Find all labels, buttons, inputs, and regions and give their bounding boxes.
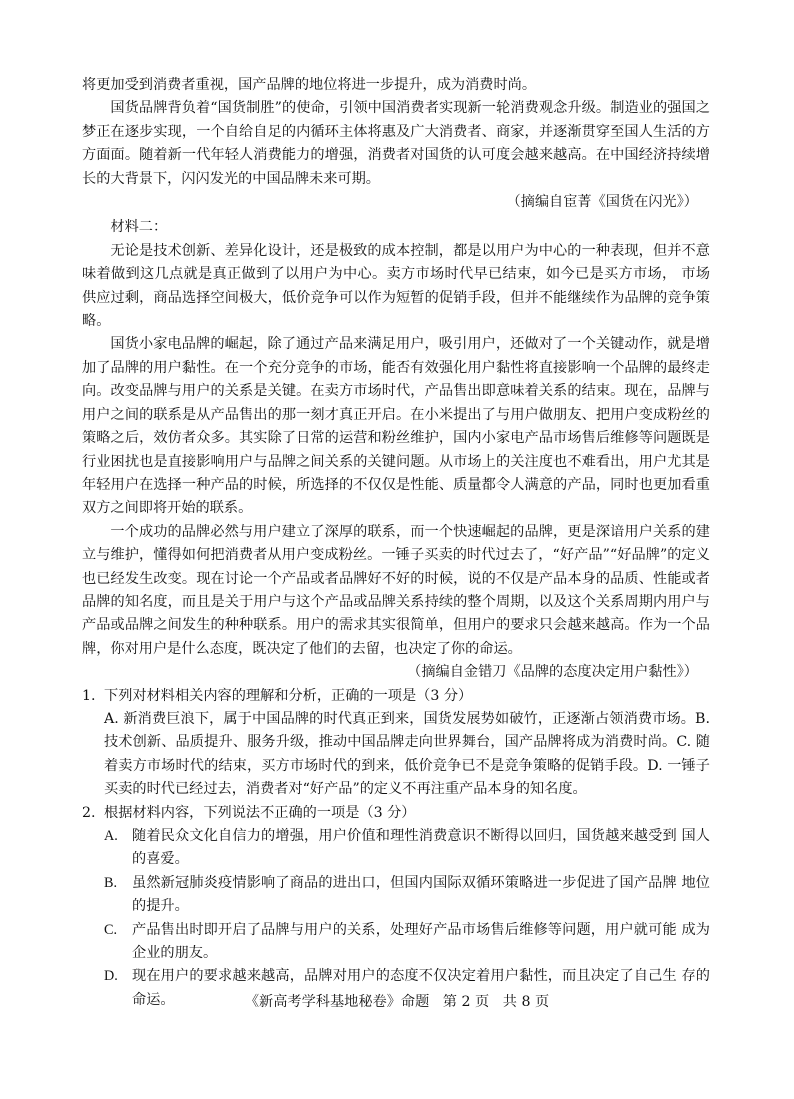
material1-paragraph-continued: 将更加受到消费者重视，国产品牌的地位将进一步提升，成为消费时尚。 xyxy=(82,77,537,93)
option-letter: A. xyxy=(104,828,118,844)
page-footer: 《新高考学科基地秘卷》命题 第 2 页 共 8 页 xyxy=(244,994,550,1010)
option-letter: D. xyxy=(104,968,118,985)
question-1-options: A. 新消费巨浪下，属于中国品牌的时代真正到来，国货发展势如破竹，正逐渐占领消费市场。B. 技术创新、品质提升、服务升级，推动中国品牌走向世界舞台，国产品牌将成为消费时尚。C. 随着卖方市场时代的结束，买方市场时代的到来，低价竞争已不是竞争策略的促销手段。D. 一锤子买卖的时代已经过去，消费者对“好产品”的定义不再注重产品本身的知名度。 xyxy=(104,710,710,798)
option-text: 产品售出时即开启了品牌与用户的关系，处理好产品市场售后维修等问题，用户就可能 成为企业的朋友。 xyxy=(132,921,710,962)
option-text: 虽然新冠肺炎疫情影响了商品的进出口，但国内国际双循环策略进一步促进了国产品牌 地位的提升。 xyxy=(132,874,710,915)
question-2-option-c xyxy=(82,919,710,966)
option-text: 现在用户的要求越来越高，品牌对用户的态度不仅决定着用户黏性，而且决定了自己生 存的命运。 xyxy=(132,968,710,1008)
question-1 xyxy=(82,685,710,708)
option-letter: C. xyxy=(104,921,118,938)
material1-paragraph-2: 国货品牌背负着“国货制胜”的使命，引领中国消费者实现新一轮消费观念升级。制造业的强国之梦正在逐步实现，一个自给自足的内循环主体将惠及广大消费者、商家，并逐渐贯穿至国人生活的方方面面。随着新一代年轻人消费能力的增强，消费者对国货的认可度会越来越高。在中国经济持续增长的大背景下，闪闪发光的中国品牌未来可期。 xyxy=(82,100,710,187)
material2-label: 材料二： xyxy=(110,219,168,236)
material2-paragraph-1: 无论是技术创新、差异化设计，还是极致的成本控制，都是以用户为中心的一种表现，但并不意味着做到这几点就是真正做到了以用户为中心。卖方市场时代早已结束，如今已是买方市场， 市场供应过剩，商品选择空间极大，低价竞争可以作为短暂的促销手段，但并不能继续作为品牌的竞争策略。 xyxy=(82,242,710,330)
material2-paragraph-3: 一个成功的品牌必然与用户建立了深厚的联系，而一个快速崛起的品牌，更是深谙用户关系的建立与维护，懂得如何把消费者从用户变成粉丝。一锤子买卖的时代过去了，“好产品”“好品牌”的定义也已经发生改变。现在讨论一个产品或者品牌好不好的时候，说的不仅是产品本身的品质、性能或者品牌的知名度，而且是关于用户与这个产品或品牌关系持续的整个周期，以及这个关系周期内用户与产品或品牌之间发生的种种联系。用户的需求其实很简单，但用户的要求只会越来越高。作为一个品牌，你对用户是什么态度，既决定了他们的去留，也决定了你的命运。 xyxy=(82,523,710,657)
question-number: 1. xyxy=(82,687,96,704)
question-number: 2. xyxy=(82,804,96,821)
material2-paragraph-2: 国货小家电品牌的崛起，除了通过产品来满足用户，吸引用户，还做对了一个关键动作，就是增加了品牌的用户黏性。在一个充分竞争的市场，能否有效强化用户黏性将直接影响一个品牌的最终走向。改变品牌与用户的关系是关键。在卖方市场时代，产品售出即意味着关系的结束。现在，品牌与用户之间的联系是从产品售出的那一刻才真正开启。在小米提出了与用户做朋友、把用户变成粉丝的策略之后，效仿者众多。其实除了日常的运营和粉丝维护，国内小家电产品市场售后维修等问题既是行业困扰也是直接影响用户与品牌之间关系的关键问题。从市场上的关注度也不难看出，用户尤其是年轻用户在选择一种产品的时候，所选择的不仅仅是性能、质量都令人满意的产品，同时也更加看重双方之间即将开始的联系。 xyxy=(82,336,710,517)
option-text: 随着民众文化自信力的增强，用户价值和理性消费意识不断得以回归，国货越来越受到 国人的喜爱。 xyxy=(132,828,710,868)
question-2-option-b xyxy=(82,872,710,919)
material2-source: （摘编自金错刀《品牌的态度决定用户黏性》） xyxy=(407,664,698,681)
exam-page-content xyxy=(82,74,710,1012)
question-2-option-a xyxy=(82,825,710,872)
question-stem: 根据材料内容，下列说法不正确的一项是（3 分） xyxy=(104,804,416,821)
question-stem: 下列对材料相关内容的理解和分析，正确的一项是（3 分） xyxy=(104,687,473,704)
question-2 xyxy=(82,802,710,825)
option-letter: B. xyxy=(104,874,118,891)
material1-source: （摘编自宦菁《国货在闪光》） xyxy=(506,194,698,211)
